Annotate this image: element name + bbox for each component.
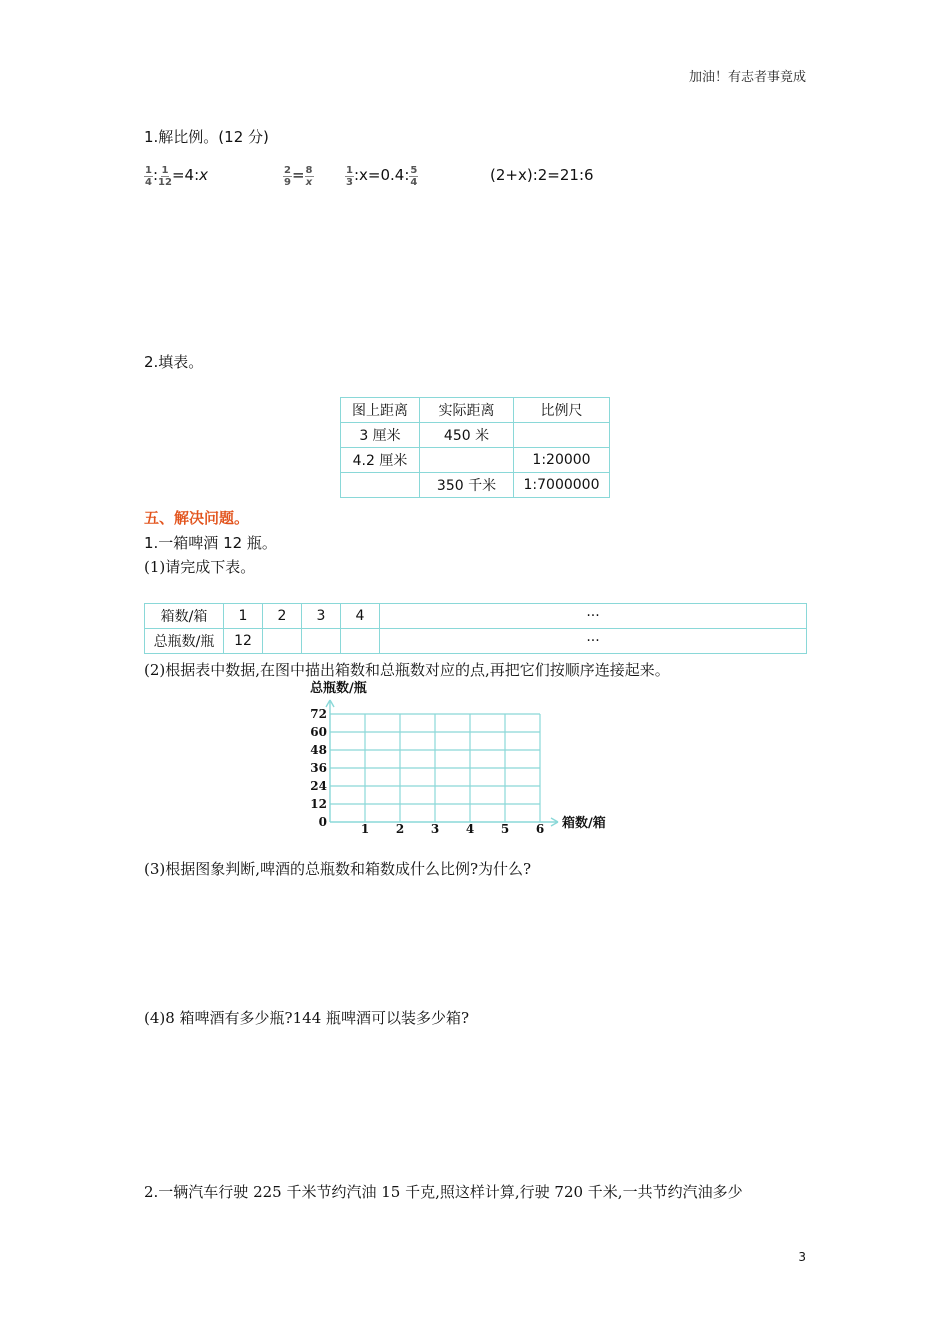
equation-2 <box>283 163 314 188</box>
problem-1-sub1: (1)请完成下表。 <box>144 558 256 576</box>
table-cell-blank[interactable] <box>514 423 610 448</box>
question-1-title: 1.解比例。(12 分) <box>144 128 269 146</box>
table-header: 图上距离 <box>341 398 420 423</box>
equation-1 <box>144 163 208 188</box>
table-row <box>145 629 807 654</box>
table-header: 比例尺 <box>514 398 610 423</box>
table-cell-blank[interactable] <box>263 629 302 654</box>
table-row <box>341 448 610 473</box>
table-header: 实际距离 <box>420 398 514 423</box>
table-row <box>341 423 610 448</box>
table-cell: 1:7000000 <box>514 473 610 498</box>
fraction: $\frac{1}{4}$ <box>145 165 152 188</box>
fraction: $\frac{8}{x}$ <box>305 165 313 188</box>
x-axis-label: 箱数/箱 <box>562 816 606 831</box>
equation-3 <box>345 163 418 188</box>
table-cell-blank[interactable] <box>302 629 341 654</box>
equation-text: =4: <box>171 166 200 184</box>
ellipsis-cell: ··· <box>380 629 807 654</box>
fraction: $\frac{5}{4}$ <box>410 165 418 188</box>
y-tick-label: 48 <box>310 743 327 757</box>
question-2-title: 2.填表。 <box>144 353 204 371</box>
ellipsis-cell: ··· <box>380 604 807 629</box>
x-tick-label: 1 <box>360 822 370 836</box>
table-cell: 1:20000 <box>514 448 610 473</box>
table-cell: 2 <box>263 604 302 629</box>
x-tick-label: 4 <box>465 822 475 836</box>
coordinate-grid-chart <box>300 676 620 841</box>
row-label-boxes: 箱数/箱 <box>145 604 224 629</box>
fraction: $\frac{1}{3}$ <box>346 165 353 188</box>
boxes-table <box>144 603 807 654</box>
x-tick-label: 2 <box>395 822 405 836</box>
row-label-bottles: 总瓶数/瓶 <box>145 629 224 654</box>
colon: : <box>152 166 159 184</box>
y-tick-label: 24 <box>310 779 327 793</box>
x-tick-label: 6 <box>535 822 545 836</box>
table-cell: 1 <box>224 604 263 629</box>
table-cell: 3 <box>302 604 341 629</box>
y-tick-label: 0 <box>318 815 327 829</box>
table-row <box>341 473 610 498</box>
table-row <box>145 604 807 629</box>
equation-text: :x=0.4: <box>353 166 410 184</box>
problem-2-text: 2.一辆汽车行驶 225 千米节约汽油 15 千克,照这样计算,行驶 720 千米,一共节约汽油多少 <box>144 1183 743 1201</box>
y-tick-label: 60 <box>310 725 327 739</box>
table-cell: 4.2 厘米 <box>341 448 420 473</box>
fraction: $\frac{1}{12}$ <box>158 165 172 188</box>
page-number: 3 <box>798 1250 806 1264</box>
problem-1-sub3: (3)根据图象判断,啤酒的总瓶数和箱数成什么比例?为什么? <box>144 860 532 878</box>
equation-text: (2+x):2=21:6 <box>490 166 594 184</box>
scale-table <box>340 397 610 498</box>
problem-1-title: 1.一箱啤酒 12 瓶。 <box>144 534 277 552</box>
x-tick-label: 3 <box>430 822 440 836</box>
fraction: $\frac{2}{9}$ <box>284 165 291 188</box>
y-axis-label: 总瓶数/瓶 <box>310 681 367 696</box>
variable: x <box>199 166 209 184</box>
header-motto: 加油！有志者事竟成 <box>688 70 806 85</box>
table-cell-blank[interactable] <box>341 473 420 498</box>
table-cell: 4 <box>341 604 380 629</box>
table-cell-blank[interactable] <box>341 629 380 654</box>
y-tick-label: 72 <box>310 707 327 721</box>
table-cell: 350 千米 <box>420 473 514 498</box>
section-5-title: 五、解决问题。 <box>144 509 250 527</box>
y-tick-label: 36 <box>310 761 327 775</box>
table-cell: 12 <box>224 629 263 654</box>
table-header-row <box>341 398 610 423</box>
table-cell: 3 厘米 <box>341 423 420 448</box>
y-tick-label: 12 <box>310 797 327 811</box>
problem-1-sub4: (4)8 箱啤酒有多少瓶?144 瓶啤酒可以装多少箱? <box>144 1009 470 1027</box>
table-cell: 450 米 <box>420 423 514 448</box>
equation-4 <box>490 163 594 184</box>
problem-1-sub2: (2)根据表中数据,在图中描出箱数和总瓶数对应的点,再把它们按顺序连接起来。 <box>144 661 670 679</box>
equals: = <box>291 166 305 184</box>
table-cell-blank[interactable] <box>420 448 514 473</box>
x-tick-label: 5 <box>500 822 510 836</box>
